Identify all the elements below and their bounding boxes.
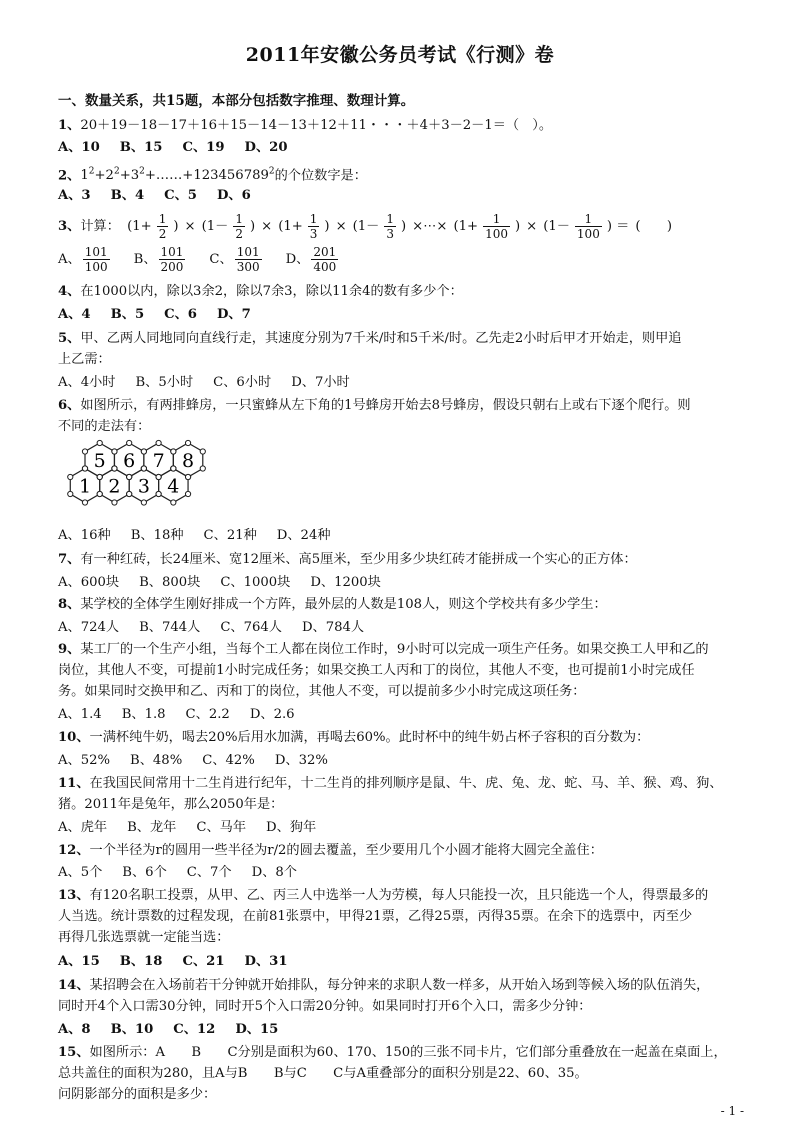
question-13-cont: 再得几张选票就一定能当选： — [58, 930, 230, 945]
option-c: C、12 — [173, 1022, 216, 1037]
option-c: C、1000块 — [220, 575, 291, 590]
option-a: A、16种 — [58, 528, 111, 543]
option-d: D、24种 — [276, 528, 331, 543]
option-a: A、10 — [58, 140, 100, 155]
option-b: B、5 — [110, 307, 145, 322]
question-number: 7、 — [58, 552, 81, 567]
denominator: 2 — [158, 227, 167, 241]
option-c: C、6 — [164, 307, 197, 322]
question-number: 8、 — [58, 597, 81, 612]
options-4 — [58, 306, 271, 324]
page-title: 2011年安徽公务员考试《行测》卷 — [245, 44, 555, 66]
hex-vertex — [185, 491, 190, 496]
option-a: A、52% — [58, 753, 111, 768]
hex-vertex — [127, 440, 132, 445]
question-text: 如图所示，有两排蜂房，一只蜜蜂从左下角的1号蜂房开始去8号蜂房，假设只朝右上或右下逐个爬行。则 — [80, 398, 691, 413]
question-7 — [58, 551, 637, 569]
option-c: C、21 — [182, 954, 225, 969]
question-1 — [58, 117, 552, 135]
expr-term: +3 — [119, 168, 140, 184]
hex-vertex — [200, 449, 205, 454]
options-9 — [58, 706, 315, 724]
option-c: C、42% — [202, 753, 255, 768]
option-letter: A、 — [58, 252, 81, 267]
hex-vertex — [82, 466, 87, 471]
honeycomb-cells — [68, 440, 206, 505]
hex-vertex — [127, 474, 132, 479]
hex-vertex — [97, 440, 102, 445]
question-number: 5、 — [58, 331, 81, 346]
question-number: 6、 — [58, 398, 81, 413]
question-number: 13、 — [58, 888, 90, 903]
hex-vertex — [185, 440, 190, 445]
question-text: 某工厂的一个生产小组，当每个工人都在岗位工作时，9小时可以完成一项生产任务。如果交换工人甲和乙的 — [80, 642, 709, 657]
exponent: 2 — [139, 167, 145, 177]
question-12 — [58, 842, 603, 860]
option-b: B、6个 — [122, 865, 167, 880]
question-2 — [58, 163, 367, 185]
denominator: 3 — [309, 227, 318, 241]
question-number: 2、 — [58, 168, 81, 184]
cell-number: 8 — [182, 450, 195, 472]
fraction — [233, 212, 245, 241]
option-letter: D、 — [285, 252, 310, 267]
denominator: 300 — [236, 260, 260, 274]
options-13 — [58, 953, 308, 971]
numerator: 101 — [84, 245, 108, 259]
numerator: 101 — [236, 245, 260, 259]
question-6 — [58, 397, 691, 415]
option-c: C、2.2 — [185, 707, 230, 722]
factor-open: (1－ — [352, 219, 380, 234]
question-text: 如图所示：A B C分别是面积为60、170、150的三张不同卡片，它们部分重叠放在一起盖在桌面上， — [89, 1045, 727, 1060]
fraction — [384, 212, 396, 241]
option-d: D、784人 — [301, 620, 365, 635]
cell-number: 2 — [108, 475, 121, 498]
hex-vertex — [112, 449, 117, 454]
factor-close: ) — [249, 219, 256, 234]
fraction — [483, 212, 510, 241]
factor-open: (1+ — [278, 219, 303, 234]
option-d: D、8个 — [251, 865, 297, 880]
option-b: B、5小时 — [135, 375, 194, 390]
option-a: A、3 — [58, 188, 91, 203]
option — [133, 245, 188, 274]
question-number: 3、 — [58, 219, 81, 234]
option-letter: C、 — [209, 252, 233, 267]
question-text: 有一种红砖，长24厘米、宽12厘米、高5厘米，至少用多少块红砖才能拼成一个实心的正方体： — [80, 552, 637, 567]
hex-vertex — [141, 500, 146, 505]
fraction — [157, 212, 169, 241]
question-4 — [58, 283, 463, 301]
question-number: 9、 — [58, 642, 81, 657]
question-text: 20＋19－18－17＋16＋15－14－13＋12＋11・・・＋4＋3－2－1＝（ ）。 — [80, 118, 553, 133]
option-c: C、19 — [182, 140, 225, 155]
factor-close: ) ＝ — [606, 219, 630, 234]
question-11 — [58, 775, 723, 793]
question-number: 10、 — [58, 730, 90, 745]
question-13-cont: 人当选。统计票数的过程发现，在前81张票中，甲得21票，乙得25票，丙得35票。在余下的选票中，丙至少 — [58, 909, 693, 924]
cell-number: 4 — [167, 475, 180, 498]
expr-term: +……+123456789 — [144, 168, 269, 184]
option-d: D、狗年 — [266, 820, 317, 835]
options-8 — [58, 619, 384, 637]
exponent: 2 — [268, 167, 275, 177]
question-number: 12、 — [58, 843, 90, 858]
times-operator: × — [526, 219, 538, 234]
factor-close: ) — [401, 219, 407, 234]
option-a: A、724人 — [58, 620, 120, 635]
option-a: A、15 — [58, 954, 100, 969]
denominator: 3 — [386, 227, 395, 241]
section-heading: 一、数量关系，共15题，本部分包括数字推理、数理计算。 — [58, 93, 415, 109]
option-d: D、31 — [244, 954, 288, 969]
denominator: 100 — [576, 227, 600, 241]
option-b: B、18 — [119, 954, 163, 969]
question-text: 的个位数字是： — [274, 168, 367, 184]
cell-number: 6 — [123, 450, 136, 472]
option-c: C、21种 — [203, 528, 257, 543]
question-number: 15、 — [58, 1045, 90, 1060]
question-8 — [58, 596, 607, 614]
question-text: 某学校的全体学生刚好排成一个方阵，最外层的人数是108人，则这个学校共有多少学生： — [80, 597, 607, 612]
option-a: A、1.4 — [58, 707, 102, 722]
denominator: 100 — [84, 260, 108, 274]
question-number: 11、 — [58, 776, 90, 791]
option-a: A、600块 — [58, 575, 120, 590]
option-b: B、龙年 — [127, 820, 177, 835]
option-b: B、15 — [119, 140, 163, 155]
options-1 — [58, 139, 308, 157]
question-3 — [58, 212, 675, 242]
option-a: A、4小时 — [58, 375, 116, 390]
question-5 — [58, 330, 682, 348]
hex-vertex — [112, 466, 117, 471]
question-label: 计算： — [80, 219, 120, 234]
option-fraction — [83, 245, 110, 274]
denominator: 400 — [313, 260, 337, 274]
option-b: B、18种 — [130, 528, 184, 543]
question-text: 在1000以内，除以3余2，除以7余3，除以11余4的数有多少个： — [80, 284, 463, 299]
hex-vertex — [156, 491, 161, 496]
option-c: C、7个 — [186, 865, 232, 880]
option-b: B、800块 — [139, 575, 201, 590]
cell-number: 3 — [137, 475, 150, 498]
options-12 — [58, 864, 317, 882]
honeycomb-figure — [56, 438, 236, 518]
option-b: B、48% — [130, 753, 183, 768]
option-b: B、744人 — [139, 620, 201, 635]
option-d: D、7小时 — [291, 375, 350, 390]
hex-vertex — [141, 449, 146, 454]
option-b: B、10 — [110, 1022, 154, 1037]
expr-term: +2 — [94, 168, 114, 184]
option-d: D、32% — [274, 753, 328, 768]
numerator: 1 — [158, 212, 167, 226]
denominator: 200 — [160, 260, 184, 274]
times-operator: × — [184, 219, 196, 234]
option-d: D、6 — [216, 188, 251, 203]
question-13 — [58, 887, 708, 905]
numerator: 1 — [483, 212, 510, 227]
option — [209, 245, 263, 274]
fraction — [308, 212, 320, 241]
hex-vertex — [68, 491, 73, 496]
hex-vertex — [141, 466, 146, 471]
options-6 — [58, 527, 351, 545]
question-number: 4、 — [58, 284, 81, 299]
option-a: A、5个 — [58, 865, 103, 880]
option-fraction — [159, 245, 186, 274]
question-6-cont: 不同的走法有： — [58, 419, 151, 434]
factor-close: ) — [324, 219, 330, 234]
options-3 — [58, 245, 362, 275]
option-a: A、4 — [58, 307, 91, 322]
hex-vertex — [82, 500, 87, 505]
option-c: C、6小时 — [213, 375, 272, 390]
option-fraction — [235, 245, 262, 274]
question-text: 一满杯纯牛奶，喝去20%后用水加满，再喝去60%。此时杯中的纯牛奶占杯子容积的百分数为： — [89, 730, 650, 745]
question-14 — [58, 977, 709, 995]
numerator: 1 — [575, 212, 602, 227]
option-d: D、2.6 — [249, 707, 295, 722]
factor-open: (1－ — [201, 219, 229, 234]
hex-vertex — [171, 466, 176, 471]
factor-open: (1+ — [127, 219, 152, 234]
option — [58, 245, 112, 274]
math-expression — [80, 168, 274, 183]
expr-term: 1 — [80, 168, 89, 184]
options-5 — [58, 374, 370, 392]
option — [285, 245, 341, 274]
hex-vertex — [97, 491, 102, 496]
options-2 — [58, 187, 271, 205]
ellipsis-operator: ×⋯× — [412, 219, 448, 234]
denominator: 100 — [485, 227, 508, 241]
factor-close: ) — [514, 219, 521, 234]
question-text: 在我国民间常用十二生肖进行纪年，十二生肖的排列顺序是鼠、牛、虎、兔、龙、蛇、马、羊、猴、鸡、狗、 — [89, 776, 723, 791]
option-letter: B、 — [133, 252, 157, 267]
hex-vertex — [156, 440, 161, 445]
times-operator: × — [335, 219, 347, 234]
options-11 — [58, 819, 336, 837]
numerator: 201 — [313, 245, 337, 259]
hex-vertex — [171, 500, 176, 505]
cell-number: 5 — [93, 450, 106, 472]
cell-number: 1 — [78, 475, 92, 498]
numerator: 1 — [386, 212, 395, 226]
numerator: 1 — [235, 212, 243, 226]
option-d: D、15 — [235, 1022, 279, 1037]
question-11-cont: 猪。2011年是兔年，那么2050年是： — [58, 797, 284, 812]
question-9-cont: 岗位，其他人不变，可提前1小时完成任务；如果交换工人丙和丁的岗位，其他人不变，也可提前1小时完成任 — [58, 663, 695, 678]
question-number: 1、 — [58, 118, 81, 133]
option-d: D、20 — [244, 140, 288, 155]
factor-open: (1－ — [543, 219, 570, 234]
factor-close: ) — [173, 219, 179, 234]
hex-vertex — [82, 449, 87, 454]
cell-number: 7 — [152, 450, 165, 472]
hex-vertex — [112, 500, 117, 505]
hex-vertex — [200, 466, 205, 471]
options-7 — [58, 574, 401, 592]
option-b: B、1.8 — [121, 707, 166, 722]
hex-vertex — [97, 474, 102, 479]
question-10 — [58, 729, 649, 747]
question-5-cont: 上乙需： — [58, 352, 111, 367]
fraction — [575, 212, 602, 241]
question-14-cont: 同时开4个入口需30分钟，同时开5个入口需20分钟。如果同时打开6个入口，需多少分钟： — [58, 999, 592, 1014]
question-text: 一个半径为r的圆用一些半径为r/2的圆去覆盖，至少要用几个小圆才能将大圆完全盖住： — [89, 843, 603, 858]
answer-blank: ( ) — [635, 219, 673, 234]
question-15 — [58, 1044, 727, 1062]
hex-vertex — [68, 474, 73, 479]
hex-vertex — [127, 491, 132, 496]
question-15-cont: 总共盖住的面积为280，且A与B B与C C与A重叠部分的面积分别是22、60、35。 — [58, 1066, 588, 1081]
question-9 — [58, 641, 709, 659]
question-9-cont: 务。如果同时交换甲和乙、丙和丁的岗位，其他人不变，可以提前多少小时完成这项任务： — [58, 684, 586, 699]
option-c: C、马年 — [196, 820, 247, 835]
numerator: 1 — [309, 212, 318, 226]
options-10 — [58, 752, 348, 770]
question-text: 甲、乙两人同地同向直线行走，其速度分别为7千米/时和5千米/时。乙先走2小时后甲才开始走，则甲追 — [80, 331, 682, 346]
question-15-cont: 问阴影部分的面积是多少： — [58, 1087, 217, 1102]
hex-vertex — [156, 474, 161, 479]
exponent: 2 — [113, 167, 120, 177]
factor-open: (1+ — [453, 219, 479, 234]
page-number: - 1 - — [720, 1104, 744, 1118]
hex-vertex — [171, 449, 176, 454]
hex-vertex — [185, 474, 190, 479]
question-text: 某招聘会在入场前若干分钟就开始排队，每分钟来的求职人数一样多，从开始入场到等候入场的队伍消失， — [89, 978, 710, 993]
option-c: C、5 — [164, 188, 197, 203]
option-a: A、8 — [58, 1022, 91, 1037]
numerator: 101 — [160, 245, 184, 259]
question-number: 14、 — [58, 978, 90, 993]
exponent: 2 — [88, 167, 95, 177]
option-d: D、1200块 — [310, 575, 381, 590]
option-c: C、764人 — [220, 620, 282, 635]
product-expression — [124, 212, 675, 241]
times-operator: × — [261, 219, 273, 234]
option-b: B、4 — [110, 188, 145, 203]
denominator: 2 — [235, 227, 243, 241]
option-a: A、虎年 — [58, 820, 108, 835]
option-fraction — [311, 245, 338, 274]
option-d: D、7 — [216, 307, 251, 322]
options-14 — [58, 1021, 298, 1039]
question-text: 有120名职工投票，从甲、乙、丙三人中选举一人为劳模，每人只能投一次，且只能选一个人，得票最多的 — [89, 888, 709, 903]
